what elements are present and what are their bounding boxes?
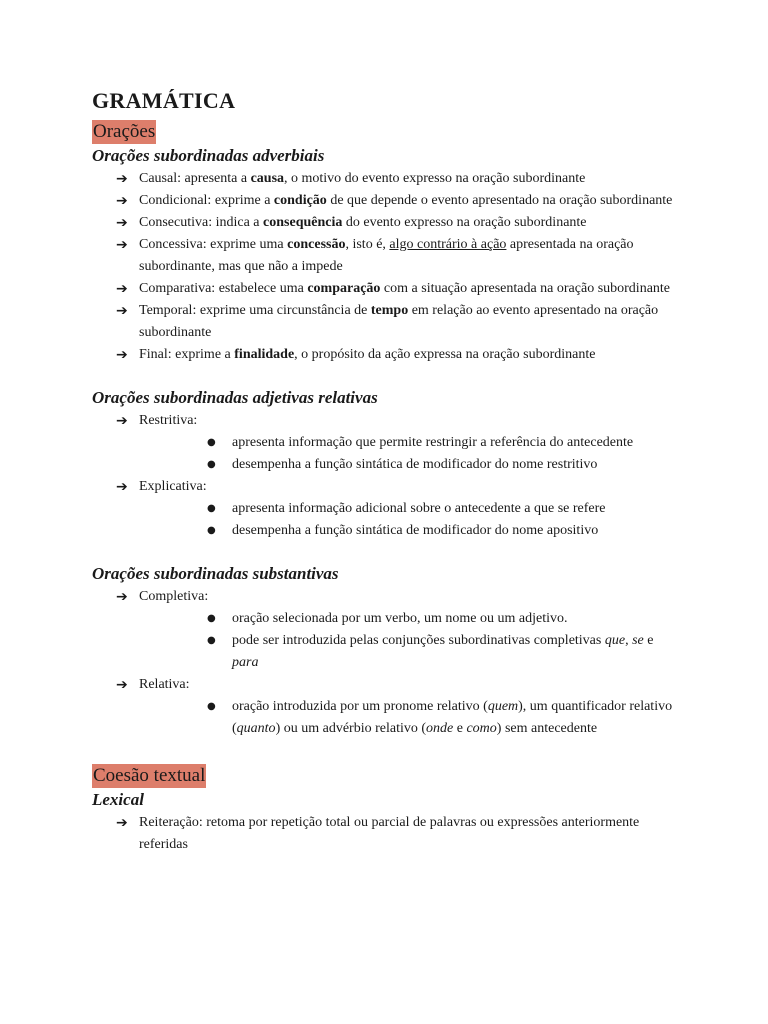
page-title: GRAMÁTICA bbox=[92, 88, 236, 113]
list-item bbox=[92, 278, 682, 300]
item-label: Restritiva: bbox=[139, 413, 198, 428]
section-oracoes-title: Orações bbox=[93, 121, 156, 142]
list-item bbox=[92, 498, 682, 520]
item-text: e bbox=[643, 633, 654, 648]
item-text: , isto é, bbox=[345, 237, 390, 252]
item-label: Relativa: bbox=[139, 677, 190, 692]
item-text: , o motivo do evento expresso na oração subordinante bbox=[284, 171, 586, 186]
item-label: Explicativa: bbox=[139, 479, 207, 494]
item-text: Consecutiva: indica a bbox=[139, 215, 264, 230]
item-italic: como bbox=[466, 721, 497, 736]
item-underlined: algo contrário à ação bbox=[389, 237, 507, 252]
item-text: , bbox=[625, 633, 633, 648]
item-italic: onde bbox=[426, 721, 454, 736]
arrow-right-icon: ➔ bbox=[116, 215, 128, 231]
item-text: de que depende o evento apresentado na oração subordinante bbox=[326, 193, 673, 208]
bullet-icon: ● bbox=[207, 701, 216, 712]
document-page bbox=[92, 86, 682, 856]
list-item bbox=[92, 696, 682, 740]
list-adjetivas bbox=[92, 410, 682, 432]
arrow-right-icon: ➔ bbox=[116, 413, 128, 429]
list-item-relativa bbox=[92, 674, 682, 696]
bullet-icon: ● bbox=[207, 437, 216, 448]
list-item bbox=[92, 212, 682, 234]
item-text: Concessiva: exprime uma bbox=[139, 237, 288, 252]
item-text: desempenha a função sintática de modificador do nome restritivo bbox=[232, 457, 598, 472]
item-text: Comparativa: estabelece uma bbox=[139, 281, 308, 296]
bullet-icon: ● bbox=[207, 459, 216, 470]
list-explicativa-bullets bbox=[92, 498, 682, 542]
item-text: com a situação apresentada na oração subordinante bbox=[380, 281, 671, 296]
spacer bbox=[92, 366, 682, 386]
item-text: Reiteração: retoma por repetição total ou parcial de palavras ou expressões anteriormente referidas bbox=[139, 815, 640, 852]
arrow-right-icon: ➔ bbox=[116, 237, 128, 253]
item-keyword: concessão bbox=[287, 237, 346, 252]
list-completiva-bullets bbox=[92, 608, 682, 674]
arrow-right-icon: ➔ bbox=[116, 171, 128, 187]
item-keyword: comparação bbox=[307, 281, 381, 296]
item-text: Causal: apresenta a bbox=[139, 171, 251, 186]
item-text: oração selecionada por um verbo, um nome ou um adjetivo. bbox=[232, 611, 568, 626]
list-substantivas-2 bbox=[92, 674, 682, 696]
list-item-restritiva bbox=[92, 410, 682, 432]
list-adjetivas-2 bbox=[92, 476, 682, 498]
item-text: oração introduzida por um pronome relativo ( bbox=[232, 699, 488, 714]
arrow-right-icon: ➔ bbox=[116, 303, 128, 319]
arrow-right-icon: ➔ bbox=[116, 193, 128, 209]
spacer bbox=[92, 542, 682, 562]
list-item bbox=[92, 234, 682, 278]
list-item bbox=[92, 190, 682, 212]
list-restritiva-bullets bbox=[92, 432, 682, 476]
list-lexical bbox=[92, 812, 682, 856]
item-text: Condicional: exprime a bbox=[139, 193, 274, 208]
list-item bbox=[92, 300, 682, 344]
list-item-explicativa bbox=[92, 476, 682, 498]
list-item bbox=[92, 812, 682, 856]
subtitle-substantivas: Orações subordinadas substantivas bbox=[92, 564, 339, 583]
list-item bbox=[92, 168, 682, 190]
bullet-icon: ● bbox=[207, 503, 216, 514]
item-label: Completiva: bbox=[139, 589, 209, 604]
arrow-right-icon: ➔ bbox=[116, 347, 128, 363]
item-text: ) ou um advérbio relativo ( bbox=[275, 721, 427, 736]
item-italic: que bbox=[604, 633, 626, 648]
item-text: e bbox=[453, 721, 467, 736]
item-text: em relação ao evento apresentado na oração subordinante bbox=[139, 303, 659, 340]
arrow-right-icon: ➔ bbox=[116, 677, 128, 693]
item-italic: quanto bbox=[236, 721, 276, 736]
list-relativa-bullets bbox=[92, 696, 682, 740]
list-substantivas bbox=[92, 586, 682, 608]
item-text: Final: exprime a bbox=[139, 347, 235, 362]
item-text: apresentada na oração subordinante, mas que não a impede bbox=[139, 237, 634, 274]
item-text: , o propósito da ação expressa na oração subordinante bbox=[294, 347, 596, 362]
arrow-right-icon: ➔ bbox=[116, 281, 128, 297]
list-item bbox=[92, 344, 682, 366]
arrow-right-icon: ➔ bbox=[116, 815, 128, 831]
subtitle-adjetivas: Orações subordinadas adjetivas relativas bbox=[92, 388, 378, 407]
list-item bbox=[92, 432, 682, 454]
item-text: apresenta informação que permite restringir a referência do antecedente bbox=[232, 435, 634, 450]
item-italic: se bbox=[632, 633, 644, 648]
arrow-right-icon: ➔ bbox=[116, 589, 128, 605]
list-item-completiva bbox=[92, 586, 682, 608]
item-italic: quem bbox=[487, 699, 519, 714]
subtitle-lexical: Lexical bbox=[92, 790, 144, 809]
bullet-icon: ● bbox=[207, 613, 216, 624]
item-keyword: tempo bbox=[370, 303, 409, 318]
spacer bbox=[92, 740, 682, 760]
item-text: apresenta informação adicional sobre o antecedente a que se refere bbox=[232, 501, 606, 516]
list-adverbiais bbox=[92, 168, 682, 366]
bullet-icon: ● bbox=[207, 525, 216, 536]
item-keyword: finalidade bbox=[234, 347, 295, 362]
item-italic: para bbox=[232, 655, 259, 670]
subtitle-adverbiais: Orações subordinadas adverbiais bbox=[92, 146, 325, 165]
list-item bbox=[92, 454, 682, 476]
item-keyword: consequência bbox=[263, 215, 343, 230]
item-text: ) sem antecedente bbox=[496, 721, 598, 736]
item-text: Temporal: exprime uma circunstância de bbox=[139, 303, 371, 318]
item-keyword: causa bbox=[250, 171, 285, 186]
section-coesao-title: Coesão textual bbox=[93, 765, 206, 786]
arrow-right-icon: ➔ bbox=[116, 479, 128, 495]
item-text: ), um quantificador relativo ( bbox=[232, 699, 673, 736]
bullet-icon: ● bbox=[207, 635, 216, 646]
item-text: do evento expresso na oração subordinante bbox=[342, 215, 587, 230]
item-keyword: condição bbox=[273, 193, 327, 208]
list-item bbox=[92, 608, 682, 630]
list-item bbox=[92, 630, 682, 674]
item-text: desempenha a função sintática de modificador do nome apositivo bbox=[232, 523, 599, 538]
list-item bbox=[92, 520, 682, 542]
item-text: pode ser introduzida pelas conjunções subordinativas completivas bbox=[232, 633, 605, 648]
